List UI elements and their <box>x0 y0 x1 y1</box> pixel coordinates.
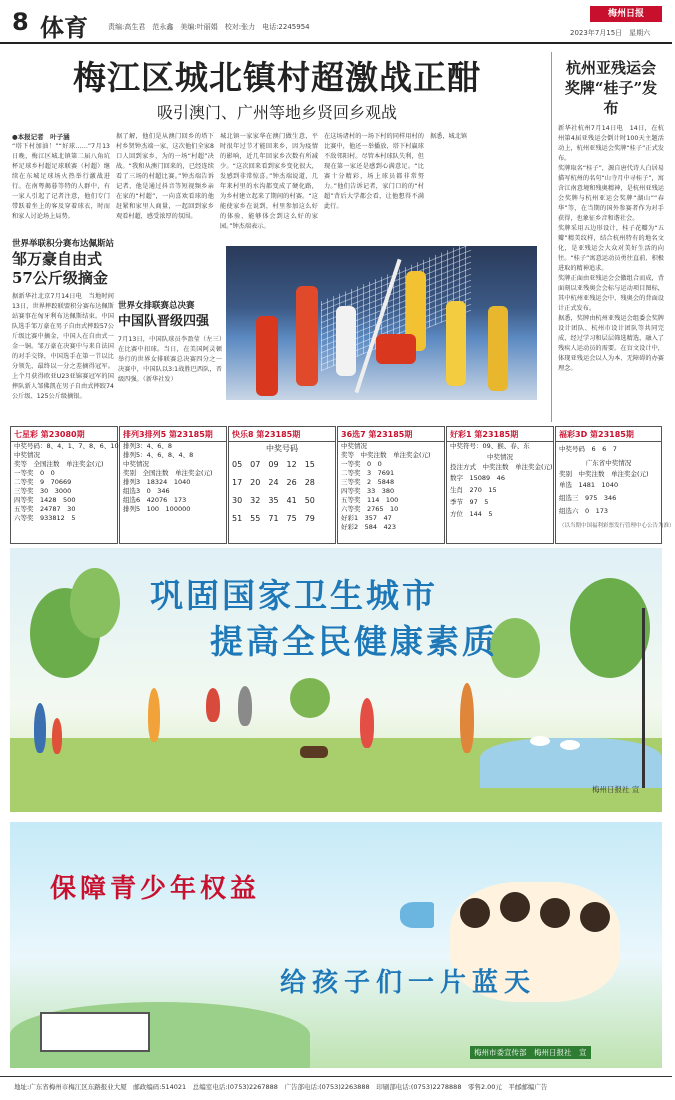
lottery-row: 生肖 270 15 <box>450 486 497 494</box>
player-red-1 <box>256 316 278 396</box>
lottery-row: 四等奖 33 380 <box>341 487 395 495</box>
tree-illustration <box>290 678 330 718</box>
lottery-row: 三等奖 30 3000 <box>14 487 72 495</box>
lottery-row: 奖等 全国注数 单注奖金(元) <box>14 460 104 468</box>
column-divider <box>551 52 552 422</box>
issue-date: 2023年7月15日 星期六 <box>570 29 651 37</box>
lottery-row: 组选3 0 346 <box>123 487 170 495</box>
lottery-row: 中奖情况 <box>487 453 513 461</box>
lottery-row: 排列5 100 100000 <box>123 505 191 513</box>
medal-body <box>558 124 664 424</box>
figure-walker <box>360 698 374 748</box>
player-white <box>336 306 356 376</box>
lottery-row: 中奖符号：09、猴、春、东 <box>450 442 530 450</box>
youth-ad-credit: 梅州市委宣传部 梅州日报社 宣 <box>470 1046 591 1059</box>
lottery-row: 五等奖 114 100 <box>341 496 399 504</box>
section-title: 体育 <box>40 14 88 42</box>
lead-byline: ●本报记者 叶子涵 <box>12 133 70 141</box>
lottery-row: 中奖情况 <box>123 460 149 468</box>
lottery-row: 中奖情况 <box>341 442 367 450</box>
wrestling-body: 据新华社北京7月14日电 当地时间13日，世界摔跤联盟积分赛布达佩斯站赛事在匈牙利布达佩斯结束。中国队选手邹万豪在男子自由式摔跤57公斤级比赛中摘金，中国人在自由式一金一铜。邹万豪在决赛中与来自法国的对手交锋，中国选手在第一节以比分领先，最终以一分之差摘得冠军。上个月获得欧亚U23亚锦赛冠军的国摔队新人邹佛凯在男子自由式摔跤74公斤级、125公斤级摘银。 <box>12 293 114 400</box>
lottery-name: 七星彩 <box>14 430 38 439</box>
youth-ad-line-1 <box>50 868 260 905</box>
lottery-period: 第23080期 <box>40 430 85 439</box>
lottery-row: 四等奖 1428 500 <box>14 496 76 504</box>
player-red-diving <box>376 334 416 364</box>
youth-rights-ad <box>10 822 662 1068</box>
lottery-row: 广东省中奖情况 <box>585 459 632 467</box>
medal-paragraph-2: 奖牌取名“桂子”，源自唐代诗人白居易描写杭州的名句“山寺月中寻桂子”，寓含江南意境和残奥精神，是杭州亚残运会奖牌与杭州亚运会奖牌“湖山”“春华”等，在当期的国外参赛者作为对手获得，也象征乡音和谐社会。 <box>558 165 664 222</box>
volleyball-title: 中国队晋级四强 <box>118 314 210 329</box>
tree-illustration <box>70 568 120 638</box>
lottery-row: 数字 15089 46 <box>450 474 505 482</box>
lottery-row: 中奖号码 6 6 7 <box>559 445 617 453</box>
lead-paragraph-4: 在这场诸村的一场下村的同样用村的比赛中，他还一举播放，塔下村赢球不敌邻阳村。尽管本村球队失利，但现在第一家还是感到心满意足。“比赛十分精彩，场上球员都非常努力。”他们告诉记者，家门口的的“村超”背后大学都会看，让他想得不满此行。 <box>324 133 424 210</box>
health-ad-line-1: 巩固国家卫生城市 <box>150 576 438 615</box>
page-footer: 地址:广东省梅州市梅江区东路报业大厦 邮政编码:514021 总编室电话:(0753)2267888 广告部电话:(0753)2263888 印刷部电话:(0753)2278888 零售2.00元 平邮邮编广告 <box>0 1076 672 1100</box>
lottery-row: 奖别 中奖注数 单注奖金(元) <box>559 470 649 478</box>
megaphone-icon <box>400 902 434 928</box>
lottery-row: 排列3：4、6、8 <box>123 442 173 450</box>
lottery-row: 30 32 35 41 50 <box>232 496 315 505</box>
tree-illustration <box>570 578 650 678</box>
lottery-box-header <box>447 427 553 442</box>
youth-ad-line-2 <box>280 962 536 999</box>
lottery-row: 奖等 中奖注数 单注奖金(元) <box>341 451 431 459</box>
lead-paragraph-3: 城北镇一家家华在澳门做生意，平时很年过节才能回来乡，因为疫情的影响，近几年回家乡次数有所减少。“这次回来看到家乡变化很大，发感到非常惊喜。”钟杰端说道，几年来村里的水沟都变成了硬化路，为乡村建立起来了期间的村赛。“这能使家乡在说到，村里参加这么好的体验，能够体会到这么好的家园。”钟杰端表示。 <box>220 133 318 230</box>
lottery-row: 方位 144 5 <box>450 510 493 518</box>
volleyball-body: 7月13日，中国队球员李盈莹（左三）在比赛中扣球。当日，在美国阿灵顿举行的世界女排联赛总决赛四分之一决赛中，中国队以3:1战胜巴西队，晋级四强。（新华社发） <box>118 336 222 383</box>
lottery-row: 排列5：4、6、8、4、8 <box>123 451 194 459</box>
lottery-box-haocai1 <box>446 426 554 544</box>
player-yellow-3 <box>488 306 508 391</box>
medal-paragraph-4: 奖牌正面由亚残运会会徽组合而成，背面刻以亚残奥会会标与运动项目图标，其中杭州亚残运会中、残奥会的背面设计正式发布。 <box>558 275 664 312</box>
lottery-row: 组选六 0 173 <box>559 507 609 515</box>
lottery-row: 好彩2 584 423 <box>341 523 396 531</box>
side-story-medal <box>558 58 664 424</box>
health-city-ad <box>10 548 662 812</box>
lottery-note: （以当期中国福利彩票发行管理中心公告为准） <box>559 523 675 529</box>
lottery-row: 单选 1481 1040 <box>559 481 619 489</box>
lottery-box-qixingcai <box>10 426 118 544</box>
lottery-row: 一等奖 0 0 <box>341 460 382 468</box>
child-head <box>500 892 530 922</box>
youth-ad-line-2-text: 给孩子们一片蓝天 <box>280 968 537 998</box>
lottery-row: 一等奖 0 0 <box>14 469 55 477</box>
lottery-period: 第23185期 <box>590 430 634 439</box>
lead-column-5 <box>430 132 540 242</box>
health-ad-line-2: 提高全民健康素质 <box>210 622 498 661</box>
lottery-row: 二等奖 3 7691 <box>341 469 395 477</box>
lottery-period: 第23185期 <box>168 430 213 439</box>
medal-paragraph-1: 新华社杭州7月14日电 14日，在杭州第4届亚残运会倒计时100天主题活动上，杭州亚残运会奖牌“桂子”正式发布。 <box>558 125 664 162</box>
lottery-row: 中奖情况 <box>14 451 40 459</box>
lottery-row: 六等奖 2765 10 <box>341 505 399 513</box>
figure-hiker <box>460 683 474 753</box>
lottery-row: 三等奖 2 5848 <box>341 478 395 486</box>
lottery-row: 05 07 09 12 15 <box>232 460 315 469</box>
side-story-wrestling <box>12 238 114 402</box>
lottery-name: 排列3排列5 <box>123 430 167 439</box>
lottery-results <box>10 426 675 544</box>
medal-title-2: 奖牌“桂子”发布 <box>564 79 658 117</box>
lottery-row: 好彩1 357 47 <box>341 514 392 522</box>
side-story-volleyball <box>118 300 222 415</box>
lead-paragraph-1: “塔下村加油！”“好球……”7月13日晚，梅江区城北镇第二届八角坑杯足球乡村超足球联赛（村超）继续在东城足球场火热举行激战进行。在南粤揭暮等特的人群中，有一家人引起了记者注意，他们专门带跃着坐上的客及穿着球衣，时而和家人讨论场上局势。 <box>12 143 110 220</box>
lottery-row: 六等奖 933812 5 <box>14 514 76 522</box>
child-head <box>460 898 490 928</box>
lottery-row: 季节 97 5 <box>450 498 489 506</box>
swan-illustration <box>530 736 550 746</box>
lottery-box-header <box>229 427 335 442</box>
medal-paragraph-5: 据悉，奖牌由杭州亚残运会组委会奖牌设计团队、杭州市设计团队等共同完成，经过学习和层层筛选精选，融入了残疾人运动员的需要。在盲文设计中，体现亚残运会以人为本、无障碍的办赛理念。 <box>558 315 664 372</box>
dog-illustration <box>300 746 328 758</box>
lead-column-1 <box>12 132 110 242</box>
lottery-row: 51 55 71 75 79 <box>232 514 315 523</box>
youth-ad-line-1-text: 保障青少年权益 <box>50 874 261 904</box>
lottery-row: 中奖号码 <box>266 444 298 453</box>
lottery-row: 组选6 42076 173 <box>123 496 187 504</box>
lottery-name: 36选7 <box>341 430 366 439</box>
lottery-name: 好彩1 <box>450 430 472 439</box>
newspaper-logo: 梅州日报 <box>590 6 662 22</box>
lottery-box-header <box>338 427 444 442</box>
lottery-row: 排列3 18324 1040 <box>123 478 191 486</box>
lottery-period: 第23185期 <box>256 430 301 439</box>
figure-man <box>34 703 46 753</box>
lead-column-2 <box>116 132 214 242</box>
volleyball-photo <box>226 246 537 400</box>
player-red-2 <box>296 286 318 386</box>
lottery-box-header <box>556 427 661 442</box>
lottery-name: 福彩3D <box>559 430 588 439</box>
lottery-box-36xuan7 <box>337 426 445 544</box>
lottery-box-pailie <box>119 426 227 544</box>
lottery-row: 投注方式 中奖注数 单注奖金(元) <box>450 463 553 471</box>
figure-child <box>52 718 62 754</box>
child-head <box>540 898 570 928</box>
figure-seated-woman <box>206 688 220 722</box>
page-number: 8 <box>12 8 29 36</box>
wrestling-kicker: 世界举联积分赛布达佩斯站 <box>12 239 115 249</box>
wrestling-title-2: 57公斤级摘金 <box>12 269 108 287</box>
lottery-row: 二等奖 9 70669 <box>14 478 72 486</box>
lottery-row: 五等奖 24787 30 <box>14 505 76 513</box>
lottery-period: 第23185期 <box>368 430 413 439</box>
lottery-box-header <box>11 427 117 442</box>
health-ad-credit: 梅州日报社 宣 <box>592 785 640 794</box>
lamp-post <box>642 608 645 788</box>
lottery-box-header <box>120 427 226 442</box>
player-yellow-2 <box>446 301 466 386</box>
medal-title-1: 杭州亚残运会 <box>565 59 656 77</box>
lead-headline: 梅江区城北镇村超激战正酣 <box>73 58 481 97</box>
medal-paragraph-3: 奖牌采用五边形设计，桂子花瓣为“五瓣”精美纹样，结合杭州特有的地名文化，是亚残运会大众对美好生活的向往。“桂子”寓意运动员勇往直前、积极进取的精神追求。 <box>558 225 664 272</box>
lottery-row: 组选三 975 346 <box>559 494 617 502</box>
lottery-box-fucai3d <box>555 426 675 544</box>
lead-column-3 <box>220 132 318 242</box>
figure-runner <box>148 688 160 742</box>
figure-seated-man <box>238 686 252 726</box>
lottery-row: 中奖号码：8、4、1、7、8、6、10 <box>14 442 119 450</box>
lottery-period: 第23185期 <box>474 430 519 439</box>
lead-subhead: 吸引澳门、广州等地乡贤回乡观战 <box>156 103 397 122</box>
lottery-row: 17 20 24 26 28 <box>232 478 315 487</box>
swan-illustration <box>560 740 580 750</box>
volleyball-kicker: 世界女排联赛总决赛 <box>118 301 195 311</box>
lead-paragraph-5: 据悉，城北镇 <box>430 133 468 140</box>
lead-column-4 <box>324 132 424 242</box>
lottery-row: 奖别 全国注数 单注奖金(元) <box>123 469 213 477</box>
staff-line: 责编:高生君 范永鑫 美编:叶丽娟 校对:张力 电话:2245954 <box>108 23 310 31</box>
lottery-box-kuaile8 <box>228 426 336 544</box>
lead-paragraph-2: 据了解，他们是从澳门回乡的塔下村乡贤钟杰端一家，这次他们全家8口人回到家乡，为的一场“村超”决战。“我和从澳门回来的，已经连续看了三场的村超比赛。”钟杰端告诉记者，他是通过抖音等短视频乡亲在家的“村超”，一向喜欢看球的他赶紧和家里人商量，一起回到家乡观看村超，感受浓厚的氛围。 <box>116 133 214 220</box>
village-house <box>40 1012 150 1052</box>
wrestling-title: 邹万豪自由式 <box>12 250 103 268</box>
child-head <box>580 902 610 932</box>
lottery-name: 快乐8 <box>232 430 254 439</box>
